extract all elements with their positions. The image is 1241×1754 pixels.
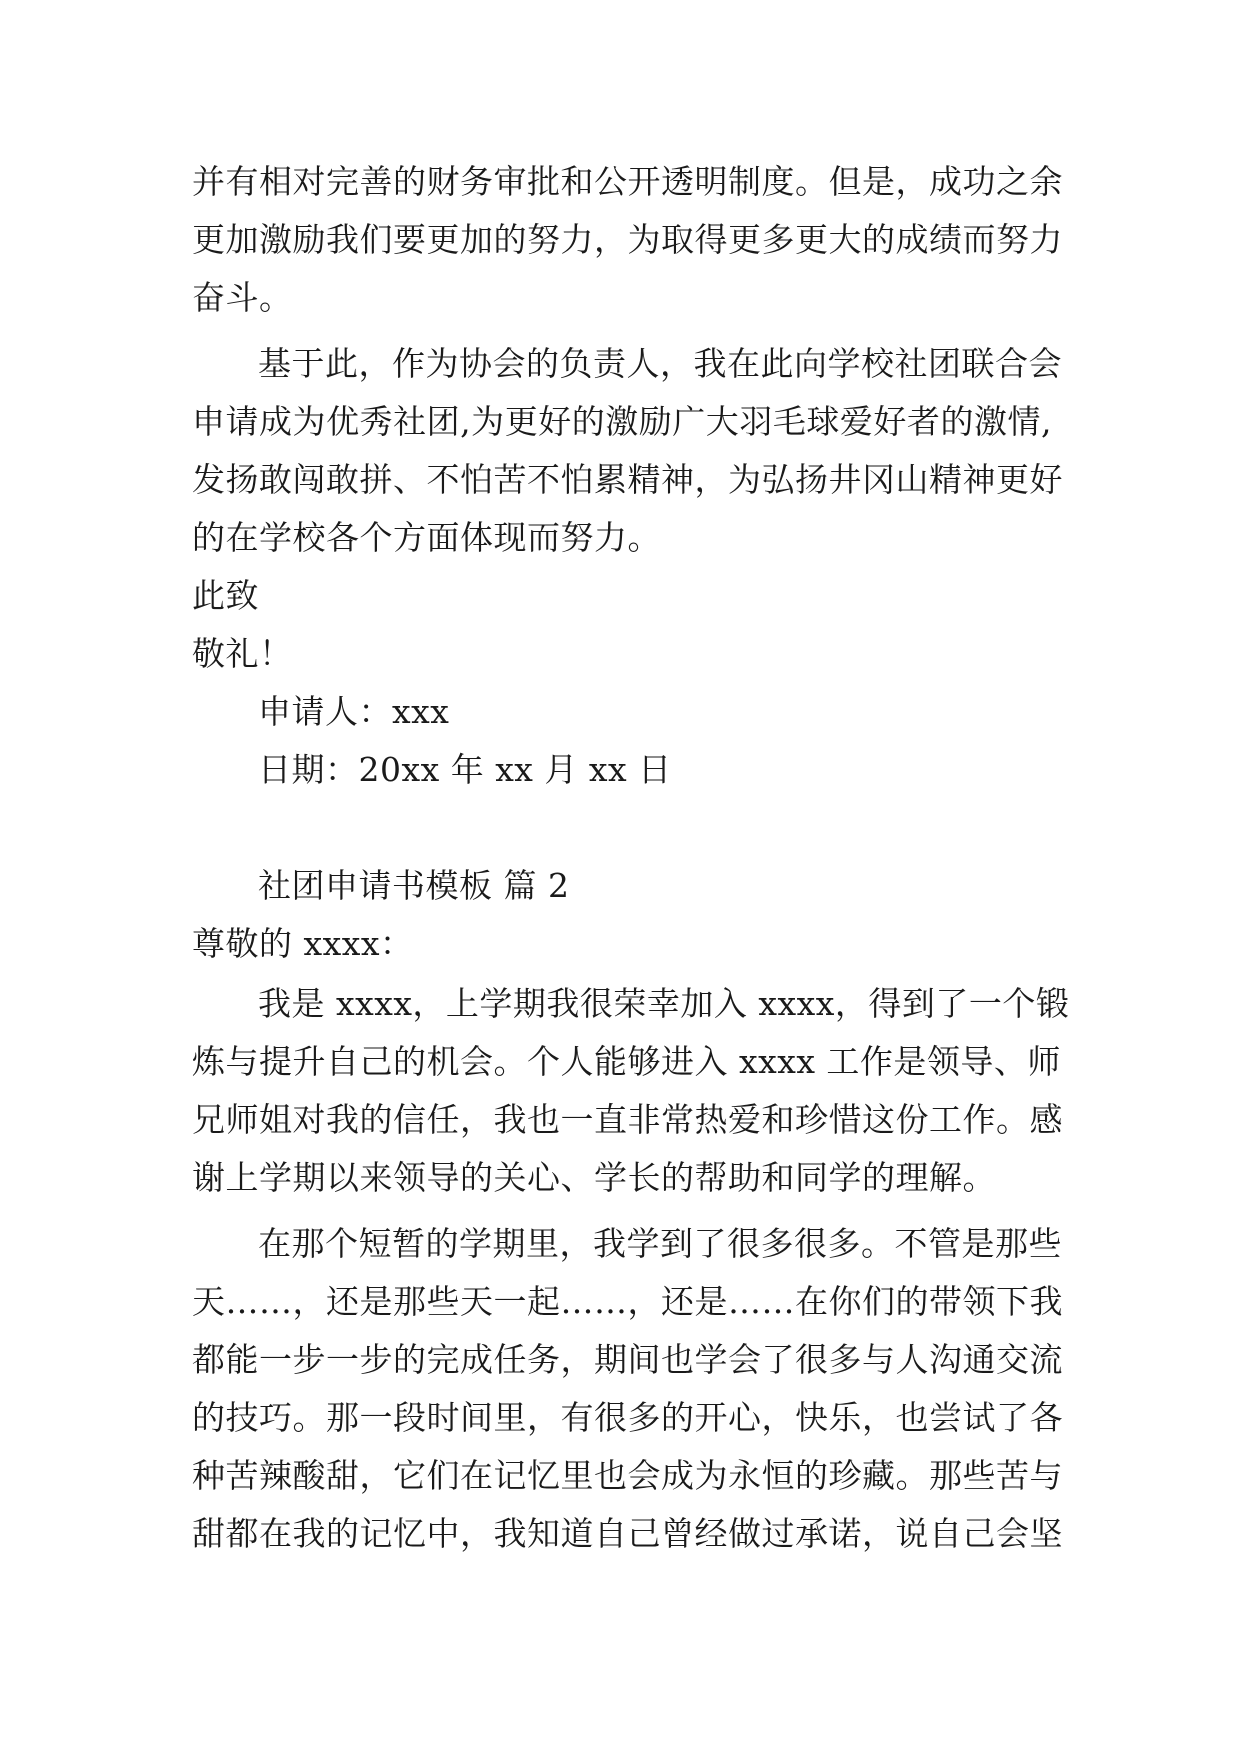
- date-line: 日期：20xx 年 xx 月 xx 日: [258, 750, 672, 789]
- paragraph-line: 更加激励我们要更加的努力，为取得更多更大的成绩而努力: [192, 220, 1063, 259]
- closing-salute: 敬礼！: [192, 634, 293, 673]
- paragraph-line: 炼与提升自己的机会。个人能够进入 xxxx 工作是领导、师: [192, 1042, 1061, 1081]
- paragraph-line: 我是 xxxx，上学期我很荣幸加入 xxxx，得到了一个锻: [258, 984, 1070, 1023]
- paragraph-line: 并有相对完善的财务审批和公开透明制度。但是，成功之余: [192, 162, 1063, 201]
- closing-greeting: 此致: [192, 576, 259, 615]
- paragraph-line: 基于此，作为协会的负责人，我在此向学校社团联合会: [258, 344, 1062, 383]
- paragraph-line: 在那个短暂的学期里，我学到了很多很多。不管是那些: [258, 1224, 1062, 1263]
- paragraph-line: 天……，还是那些天一起……，还是……在你们的带领下我: [192, 1282, 1063, 1321]
- paragraph-line: 发扬敢闯敢拼、不怕苦不怕累精神，为弘扬井冈山精神更好: [192, 460, 1063, 499]
- paragraph-line: 都能一步一步的完成任务，期间也学会了很多与人沟通交流: [192, 1340, 1063, 1379]
- paragraph-line: 谢上学期以来领导的关心、学长的帮助和同学的理解。: [192, 1158, 996, 1197]
- paragraph-line: 兄师姐对我的信任，我也一直非常热爱和珍惜这份工作。感: [192, 1100, 1063, 1139]
- paragraph-line: 甜都在我的记忆中，我知道自己曾经做过承诺，说自己会坚: [192, 1514, 1063, 1553]
- salutation: 尊敬的 xxxx：: [192, 924, 414, 963]
- section-title: 社团申请书模板 篇 2: [258, 866, 570, 905]
- applicant-line: 申请人：xxx: [258, 692, 450, 731]
- paragraph-line: 的在学校各个方面体现而努力。: [192, 518, 661, 557]
- paragraph-line: 的技巧。那一段时间里，有很多的开心，快乐，也尝试了各: [192, 1398, 1063, 1437]
- paragraph-line: 申请成为优秀社团,为更好的激励广大羽毛球爱好者的激情,: [192, 402, 1052, 441]
- paragraph-line: 奋斗。: [192, 278, 293, 317]
- paragraph-line: 种苦辣酸甜，它们在记忆里也会成为永恒的珍藏。那些苦与: [192, 1456, 1063, 1495]
